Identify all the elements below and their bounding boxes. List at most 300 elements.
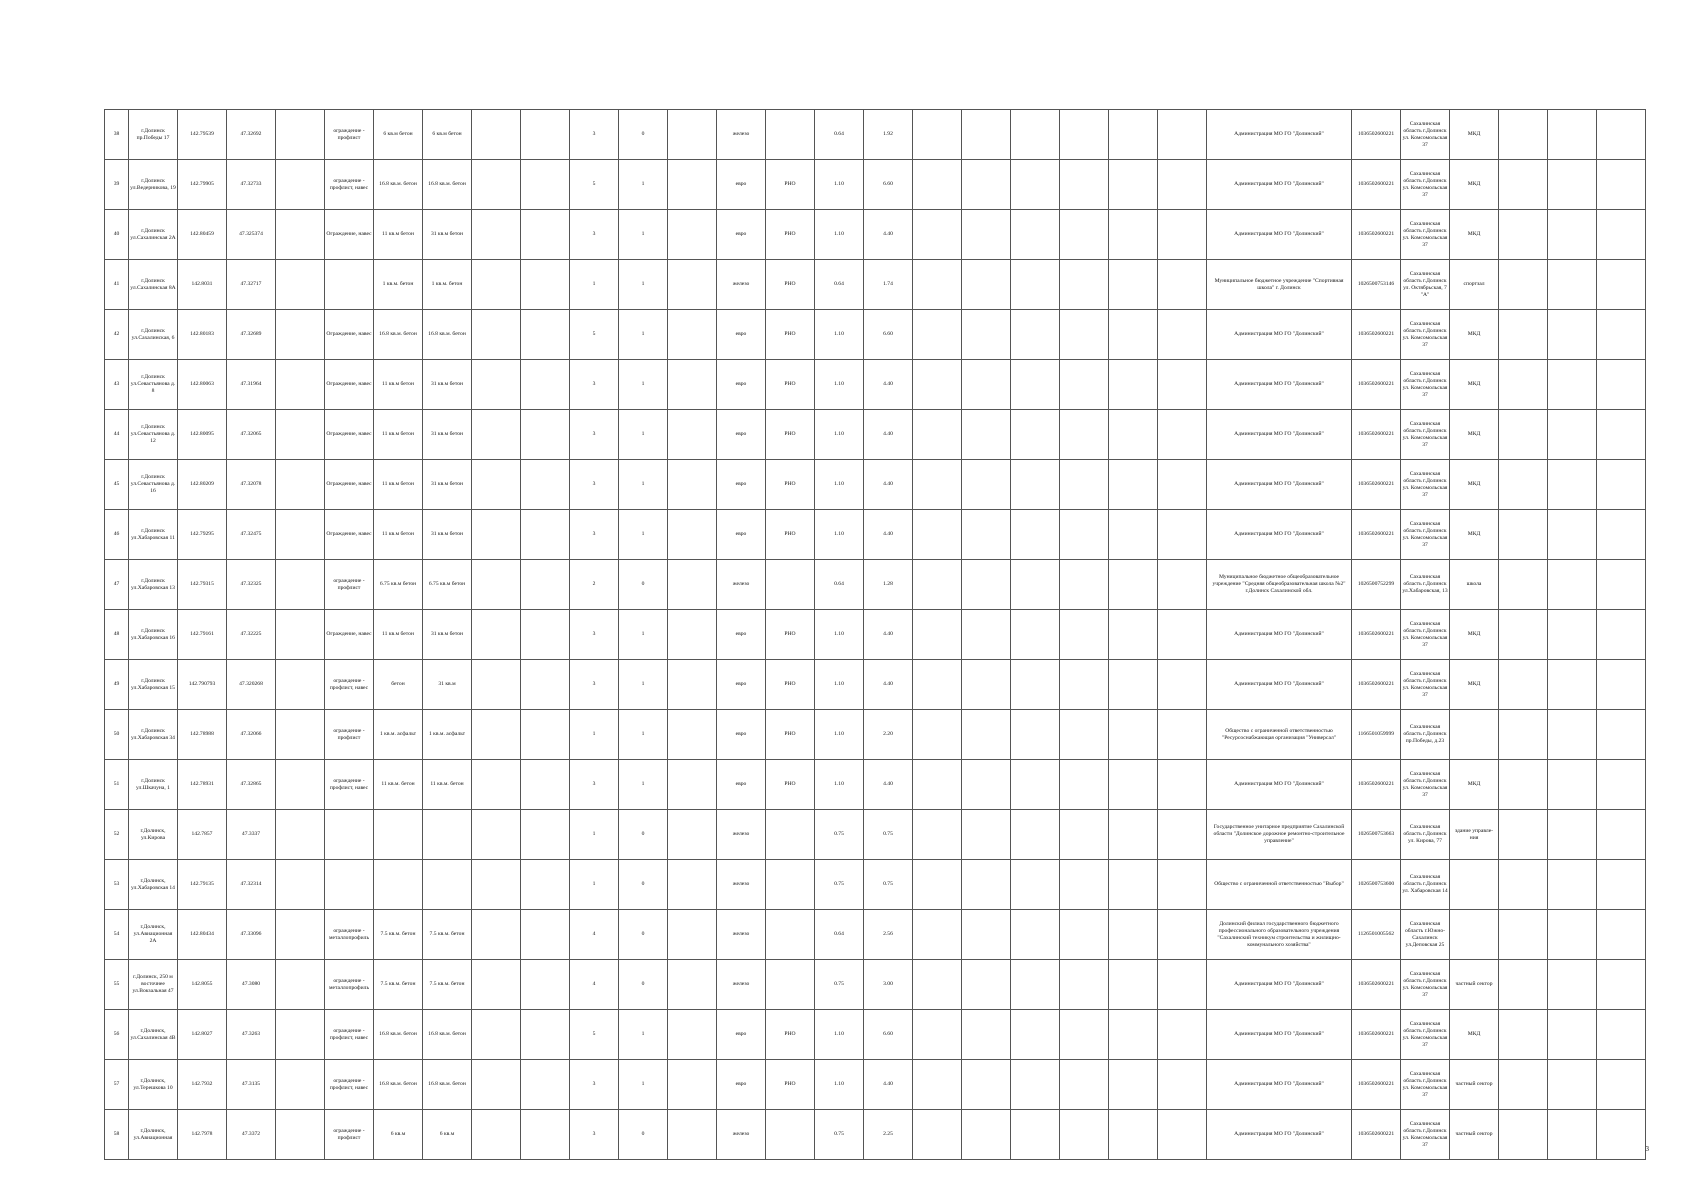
cell-empty xyxy=(1109,710,1158,760)
cell-empty xyxy=(962,660,1011,710)
cell-fence: ограждение - профлист, навес xyxy=(325,1060,374,1110)
cell-empty xyxy=(1499,560,1548,610)
cell-type: евро xyxy=(717,1060,766,1110)
cell-cnt: 2 xyxy=(570,560,619,610)
cell-cover: 7.5 кв.м. бетон xyxy=(423,910,472,960)
registry-table xyxy=(104,109,1646,1160)
cell-cap: 1.10 xyxy=(815,410,864,460)
cell-total: 4.40 xyxy=(864,360,913,410)
cell-empty xyxy=(1109,260,1158,310)
table-row xyxy=(105,460,1646,510)
cell-n: 38 xyxy=(105,110,129,160)
cell-owner: Государственное унитарное предприятие Сахалинской области "Долинское дорожное ремонтно-строительное управление" xyxy=(1207,810,1352,860)
cell-addr: Сахалинская область г.Долинск ул. Комсомольская 37 xyxy=(1401,960,1450,1010)
cell-cover: 31 кв.м xyxy=(423,660,472,710)
cell-empty xyxy=(1158,1010,1207,1060)
cell-empty xyxy=(913,110,962,160)
cell-address: г.Долинск, ул.Авиационная 2А xyxy=(129,910,178,960)
cell-empty xyxy=(1060,1110,1109,1160)
cell-empty xyxy=(1158,1110,1207,1160)
cell-cnt: 3 xyxy=(570,1060,619,1110)
cell-empty xyxy=(1548,710,1597,760)
cell-reg: РНО xyxy=(766,710,815,760)
cell-empty xyxy=(472,760,521,810)
cell-empty xyxy=(1499,1010,1548,1060)
cell-empty xyxy=(1499,1060,1548,1110)
cell-empty xyxy=(1158,810,1207,860)
cell-empty xyxy=(962,1010,1011,1060)
cell-base: 16.8 кв.м. бетон xyxy=(374,1010,423,1060)
cell-empty xyxy=(913,310,962,360)
cell-n: 58 xyxy=(105,1110,129,1160)
cell-addr: Сахалинская область г.Южно-Сахалинск ул.Деповская 25 xyxy=(1401,910,1450,960)
cell-n: 55 xyxy=(105,960,129,1010)
cell-empty xyxy=(1011,960,1060,1010)
cell-empty xyxy=(1109,960,1158,1010)
cell-owner: Администрация МО ГО "Долинский" xyxy=(1207,960,1352,1010)
cell-total: 1.92 xyxy=(864,110,913,160)
cell-empty xyxy=(1548,660,1597,710)
cell-empty xyxy=(913,460,962,510)
cell-vol: 0 xyxy=(619,1110,668,1160)
cell-empty xyxy=(1499,460,1548,510)
cell-cover: 31 кв.м бетон xyxy=(423,460,472,510)
cell-reg: РНО xyxy=(766,510,815,560)
cell-vol: 1 xyxy=(619,760,668,810)
cell-src: МКД xyxy=(1450,410,1499,460)
cell-cnt: 3 xyxy=(570,210,619,260)
cell-cap: 1.10 xyxy=(815,660,864,710)
cell-vol: 1 xyxy=(619,610,668,660)
cell-n: 46 xyxy=(105,510,129,560)
cell-empty xyxy=(276,160,325,210)
cell-empty xyxy=(276,1060,325,1110)
cell-type: железо xyxy=(717,1110,766,1160)
table-row xyxy=(105,160,1646,210)
cell-empty xyxy=(276,960,325,1010)
cell-cover: 16.8 кв.м. бетон xyxy=(423,160,472,210)
cell-lat: 47.32692 xyxy=(227,110,276,160)
cell-lon: 142.8055 xyxy=(178,960,227,1010)
cell-empty xyxy=(1060,810,1109,860)
cell-empty xyxy=(1158,160,1207,210)
cell-ogrn: 1126501005562 xyxy=(1352,910,1401,960)
cell-cap: 0.64 xyxy=(815,910,864,960)
cell-empty xyxy=(472,360,521,410)
cell-cnt: 3 xyxy=(570,760,619,810)
cell-base: 11 кв.м бетон xyxy=(374,360,423,410)
cell-cnt: 3 xyxy=(570,660,619,710)
cell-n: 48 xyxy=(105,610,129,660)
cell-empty xyxy=(1109,910,1158,960)
cell-empty xyxy=(962,610,1011,660)
cell-cover: 6.75 кв.м бетон xyxy=(423,560,472,610)
cell-fence: ограждение - профлист xyxy=(325,1110,374,1160)
cell-vol: 1 xyxy=(619,1060,668,1110)
cell-empty xyxy=(276,460,325,510)
cell-empty xyxy=(1597,510,1646,560)
cell-cover: 31 кв.м бетон xyxy=(423,510,472,560)
cell-address: г.Долинск, ул.Кирова xyxy=(129,810,178,860)
cell-empty xyxy=(962,710,1011,760)
cell-empty xyxy=(1499,660,1548,710)
cell-empty xyxy=(1548,910,1597,960)
cell-lat: 47.320268 xyxy=(227,660,276,710)
cell-src: МКД xyxy=(1450,1010,1499,1060)
cell-type: евро xyxy=(717,460,766,510)
cell-empty xyxy=(1011,260,1060,310)
cell-empty xyxy=(276,1010,325,1060)
cell-owner: Администрация МО ГО "Долинский" xyxy=(1207,510,1352,560)
cell-empty xyxy=(1158,560,1207,610)
cell-addr: Сахалинская область г.Долинск ул. Октябрьская, 7 "А" xyxy=(1401,260,1450,310)
cell-empty xyxy=(1060,110,1109,160)
cell-address: г.Долинск ул.Севастьянова д. 12 xyxy=(129,410,178,460)
cell-fence: ограждение - профлист xyxy=(325,110,374,160)
cell-n: 50 xyxy=(105,710,129,760)
cell-type: железо xyxy=(717,910,766,960)
cell-owner: Администрация МО ГО "Долинский" xyxy=(1207,660,1352,710)
cell-lon: 142.80095 xyxy=(178,410,227,460)
cell-empty xyxy=(1011,110,1060,160)
cell-empty xyxy=(962,310,1011,360)
cell-empty xyxy=(1011,760,1060,810)
cell-empty xyxy=(1548,410,1597,460)
cell-empty xyxy=(1548,1110,1597,1160)
cell-ogrn: 1036502600221 xyxy=(1352,1010,1401,1060)
cell-vol: 1 xyxy=(619,160,668,210)
cell-total: 6.60 xyxy=(864,310,913,360)
cell-empty xyxy=(1060,310,1109,360)
cell-empty xyxy=(1109,560,1158,610)
cell-cap: 0.64 xyxy=(815,110,864,160)
cell-base xyxy=(374,860,423,910)
cell-empty xyxy=(1011,910,1060,960)
cell-empty xyxy=(1597,110,1646,160)
cell-ogrn: 1036502600221 xyxy=(1352,1110,1401,1160)
cell-lon: 142.79295 xyxy=(178,510,227,560)
cell-type: евро xyxy=(717,710,766,760)
cell-base: 6.75 кв.м бетон xyxy=(374,560,423,610)
cell-empty xyxy=(1597,610,1646,660)
cell-empty xyxy=(521,810,570,860)
cell-empty xyxy=(1158,860,1207,910)
cell-empty xyxy=(1548,810,1597,860)
cell-empty xyxy=(1011,860,1060,910)
cell-src: МКД xyxy=(1450,310,1499,360)
cell-cnt: 3 xyxy=(570,610,619,660)
cell-vol: 0 xyxy=(619,960,668,1010)
table-row xyxy=(105,960,1646,1010)
cell-addr: Сахалинская область г.Долинск ул. Кирова, 77 xyxy=(1401,810,1450,860)
cell-empty xyxy=(913,910,962,960)
cell-empty xyxy=(521,260,570,310)
cell-empty xyxy=(521,610,570,660)
cell-src xyxy=(1450,860,1499,910)
cell-vol: 1 xyxy=(619,460,668,510)
cell-type: железо xyxy=(717,960,766,1010)
cell-reg xyxy=(766,810,815,860)
cell-addr: Сахалинская область г.Долинск ул. Комсомольская 37 xyxy=(1401,510,1450,560)
cell-lon: 142.7978 xyxy=(178,1110,227,1160)
cell-cap: 1.10 xyxy=(815,160,864,210)
cell-type: евро xyxy=(717,210,766,260)
cell-cnt: 1 xyxy=(570,810,619,860)
cell-empty xyxy=(1158,110,1207,160)
cell-empty xyxy=(276,610,325,660)
cell-ogrn: 1036502600221 xyxy=(1352,760,1401,810)
cell-lat: 47.33096 xyxy=(227,910,276,960)
cell-src: МКД xyxy=(1450,110,1499,160)
cell-empty xyxy=(1597,660,1646,710)
cell-empty xyxy=(913,660,962,710)
cell-addr: Сахалинская область г.Долинск ул. Комсомольская 37 xyxy=(1401,360,1450,410)
cell-addr: Сахалинская область г.Долинск ул. Комсомольская 37 xyxy=(1401,1060,1450,1110)
cell-empty xyxy=(276,810,325,860)
cell-empty xyxy=(1548,560,1597,610)
cell-type: железо xyxy=(717,260,766,310)
cell-cap: 0.75 xyxy=(815,810,864,860)
cell-empty xyxy=(472,110,521,160)
cell-lat: 47.31964 xyxy=(227,360,276,410)
cell-owner: Администрация МО ГО "Долинский" xyxy=(1207,160,1352,210)
cell-reg xyxy=(766,910,815,960)
cell-empty xyxy=(1548,460,1597,510)
cell-empty xyxy=(1499,310,1548,360)
cell-lat: 47.3080 xyxy=(227,960,276,1010)
cell-cap: 1.10 xyxy=(815,1060,864,1110)
cell-cap: 1.10 xyxy=(815,610,864,660)
cell-owner: Администрация МО ГО "Долинский" xyxy=(1207,1110,1352,1160)
cell-empty xyxy=(472,460,521,510)
cell-cover xyxy=(423,860,472,910)
cell-owner: Администрация МО ГО "Долинский" xyxy=(1207,310,1352,360)
cell-cnt: 1 xyxy=(570,860,619,910)
cell-empty xyxy=(1011,1010,1060,1060)
cell-total: 0.75 xyxy=(864,810,913,860)
cell-empty xyxy=(1158,1060,1207,1110)
cell-empty xyxy=(521,210,570,260)
cell-empty xyxy=(1597,410,1646,460)
cell-base: 11 кв.м бетон xyxy=(374,410,423,460)
cell-empty xyxy=(962,410,1011,460)
cell-empty xyxy=(1109,360,1158,410)
cell-empty xyxy=(1499,210,1548,260)
cell-cnt: 4 xyxy=(570,910,619,960)
cell-ogrn: 1036502600221 xyxy=(1352,1060,1401,1110)
cell-empty xyxy=(472,810,521,860)
cell-type: железо xyxy=(717,860,766,910)
cell-empty xyxy=(1109,160,1158,210)
cell-vol: 1 xyxy=(619,310,668,360)
cell-cap: 1.10 xyxy=(815,460,864,510)
cell-empty xyxy=(913,810,962,860)
cell-fence xyxy=(325,860,374,910)
cell-empty xyxy=(1011,560,1060,610)
cell-empty xyxy=(1548,110,1597,160)
cell-src: частный сектор xyxy=(1450,1110,1499,1160)
cell-empty xyxy=(1060,960,1109,1010)
cell-empty xyxy=(472,710,521,760)
cell-empty xyxy=(1597,760,1646,810)
cell-empty xyxy=(1060,510,1109,560)
cell-empty xyxy=(1548,510,1597,560)
cell-empty xyxy=(1158,460,1207,510)
cell-empty xyxy=(472,610,521,660)
cell-empty xyxy=(668,860,717,910)
cell-lon: 142.80063 xyxy=(178,360,227,410)
cell-empty xyxy=(1597,360,1646,410)
cell-empty xyxy=(668,1060,717,1110)
cell-lon: 142.79905 xyxy=(178,160,227,210)
table-body xyxy=(105,110,1646,1160)
cell-cap: 0.75 xyxy=(815,1110,864,1160)
cell-empty xyxy=(472,1060,521,1110)
cell-empty xyxy=(1499,910,1548,960)
cell-fence xyxy=(325,810,374,860)
cell-empty xyxy=(1109,310,1158,360)
cell-fence: ограждение - профлист, навес xyxy=(325,660,374,710)
cell-lon: 142.79539 xyxy=(178,110,227,160)
cell-empty xyxy=(913,1060,962,1110)
cell-reg: РНО xyxy=(766,310,815,360)
cell-cap: 1.10 xyxy=(815,710,864,760)
cell-fence: Ограждение, навес xyxy=(325,360,374,410)
cell-empty xyxy=(276,110,325,160)
table-row xyxy=(105,560,1646,610)
cell-address: г.Долинск, ул.Сахалинская 4В xyxy=(129,1010,178,1060)
cell-reg: РНО xyxy=(766,260,815,310)
cell-address: г.Долинск, ул.Авиационная xyxy=(129,1110,178,1160)
cell-address: г.Долинск, 250 м восточнее ул.Вокзальная 47 xyxy=(129,960,178,1010)
cell-empty xyxy=(668,810,717,860)
cell-empty xyxy=(1011,210,1060,260)
cell-ogrn: 1026500753663 xyxy=(1352,810,1401,860)
cell-base: бетон xyxy=(374,660,423,710)
cell-empty xyxy=(1109,210,1158,260)
cell-empty xyxy=(276,210,325,260)
cell-n: 40 xyxy=(105,210,129,260)
cell-empty xyxy=(1499,610,1548,660)
cell-reg xyxy=(766,110,815,160)
cell-address: г.Долинск ул.Шкачуна, 1 xyxy=(129,760,178,810)
cell-lon: 142.790793 xyxy=(178,660,227,710)
cell-empty xyxy=(521,1010,570,1060)
cell-empty xyxy=(1499,160,1548,210)
cell-src: МКД xyxy=(1450,510,1499,560)
cell-type: евро xyxy=(717,310,766,360)
cell-empty xyxy=(1597,810,1646,860)
cell-empty xyxy=(472,860,521,910)
cell-empty xyxy=(1109,410,1158,460)
cell-addr: Сахалинская область г.Долинск ул. Комсомольская 37 xyxy=(1401,760,1450,810)
cell-reg xyxy=(766,1110,815,1160)
cell-fence: Ограждение, навес xyxy=(325,410,374,460)
cell-type: евро xyxy=(717,360,766,410)
cell-empty xyxy=(521,660,570,710)
cell-src: МКД xyxy=(1450,760,1499,810)
cell-empty xyxy=(276,310,325,360)
cell-n: 53 xyxy=(105,860,129,910)
cell-empty xyxy=(472,660,521,710)
cell-empty xyxy=(521,460,570,510)
cell-addr: Сахалинская область г.Долинск ул. Комсомольская 37 xyxy=(1401,160,1450,210)
cell-empty xyxy=(668,160,717,210)
cell-addr: Сахалинская область г.Долинск ул. Комсомольская 37 xyxy=(1401,610,1450,660)
table-row xyxy=(105,110,1646,160)
cell-cap: 0.64 xyxy=(815,260,864,310)
cell-empty xyxy=(521,910,570,960)
cell-lat: 47.32733 xyxy=(227,160,276,210)
cell-src: МКД xyxy=(1450,460,1499,510)
cell-empty xyxy=(913,360,962,410)
cell-reg: РНО xyxy=(766,760,815,810)
cell-n: 57 xyxy=(105,1060,129,1110)
cell-empty xyxy=(521,560,570,610)
cell-empty xyxy=(1158,760,1207,810)
cell-empty xyxy=(1158,510,1207,560)
cell-empty xyxy=(472,1010,521,1060)
cell-addr: Сахалинская область г.Долинск ул. Комсомольская 37 xyxy=(1401,460,1450,510)
cell-fence: Ограждение, навес xyxy=(325,610,374,660)
cell-address: г.Долинск пр.Победы 17 xyxy=(129,110,178,160)
page-number: 3 xyxy=(1645,1145,1649,1153)
cell-empty xyxy=(1499,510,1548,560)
cell-empty xyxy=(1060,860,1109,910)
cell-total: 4.40 xyxy=(864,660,913,710)
cell-ogrn: 1026500753146 xyxy=(1352,260,1401,310)
cell-reg: РНО xyxy=(766,610,815,660)
cell-empty xyxy=(668,710,717,760)
cell-empty xyxy=(1060,660,1109,710)
cell-address: г.Долинск ул.Сахалинская 8А xyxy=(129,260,178,310)
table-row xyxy=(105,510,1646,560)
cell-empty xyxy=(962,460,1011,510)
cell-empty xyxy=(1548,610,1597,660)
cell-ogrn: 1036502600221 xyxy=(1352,610,1401,660)
cell-ogrn: 1036502600221 xyxy=(1352,510,1401,560)
cell-empty xyxy=(913,960,962,1010)
cell-fence: ограждение - профлист xyxy=(325,710,374,760)
cell-fence: ограждение - профлист, навес xyxy=(325,760,374,810)
cell-src: школа xyxy=(1450,560,1499,610)
cell-lat: 47.32078 xyxy=(227,460,276,510)
cell-lat: 47.32066 xyxy=(227,710,276,760)
cell-address: г.Долинск ул.Хабаровская 15 xyxy=(129,660,178,710)
cell-lat: 47.3337 xyxy=(227,810,276,860)
cell-empty xyxy=(1109,810,1158,860)
cell-cover: 16.8 кв.м. бетон xyxy=(423,1010,472,1060)
cell-lat: 47.32865 xyxy=(227,760,276,810)
cell-addr: Сахалинская область г.Долинск ул. Комсомольская 37 xyxy=(1401,1110,1450,1160)
cell-empty xyxy=(913,410,962,460)
cell-src: здание управле-ния xyxy=(1450,810,1499,860)
cell-address: г.Долинск ул.Хабаровская 34 xyxy=(129,710,178,760)
cell-lon: 142.78988 xyxy=(178,710,227,760)
cell-n: 41 xyxy=(105,260,129,310)
table-row xyxy=(105,810,1646,860)
table-row xyxy=(105,610,1646,660)
cell-empty xyxy=(913,1110,962,1160)
cell-empty xyxy=(521,410,570,460)
cell-lat: 47.32225 xyxy=(227,610,276,660)
cell-empty xyxy=(668,1010,717,1060)
cell-type: евро xyxy=(717,660,766,710)
cell-empty xyxy=(962,110,1011,160)
cell-empty xyxy=(1109,1060,1158,1110)
cell-lon: 142.80209 xyxy=(178,460,227,510)
cell-empty xyxy=(1499,1110,1548,1160)
